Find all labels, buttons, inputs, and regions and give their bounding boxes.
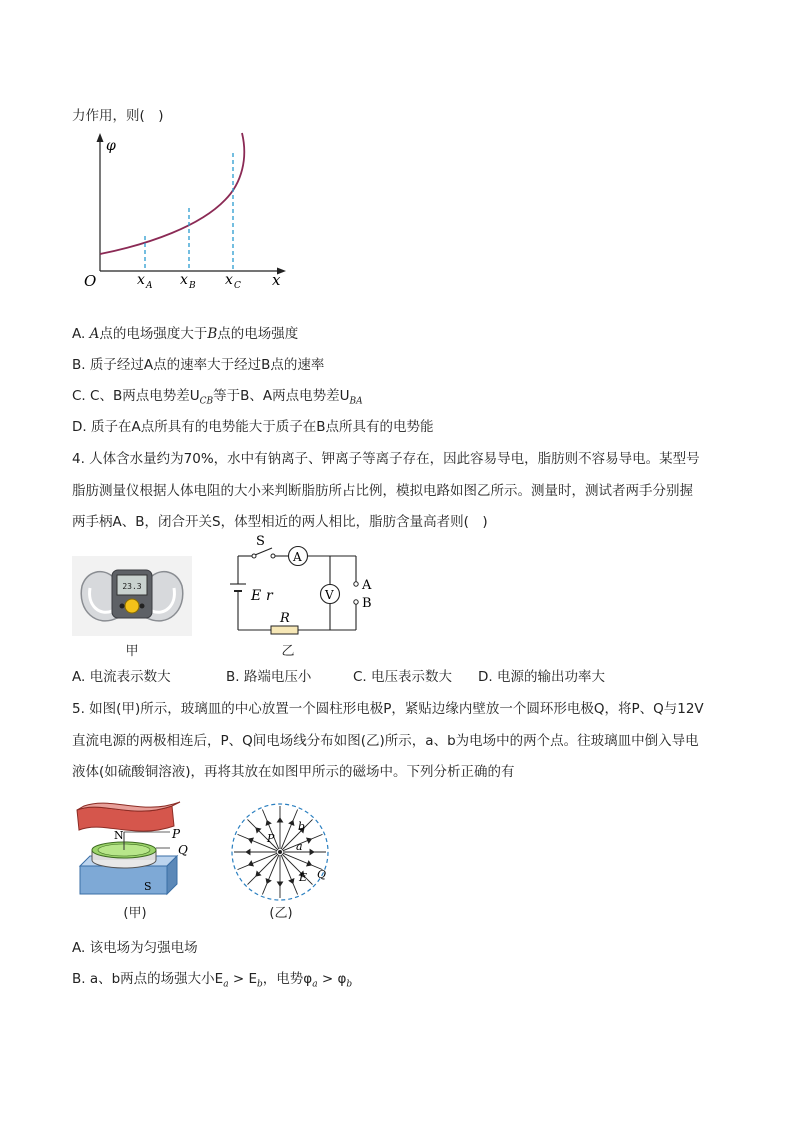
field-e-label: E	[299, 871, 308, 884]
field-line	[283, 834, 323, 850]
q5-stem-line1: 5. 如图(甲)所示，玻璃皿的中心放置一个圆柱形电极P，紧贴边缘内壁放一个圆环形电极Q，将P、Q与12V	[72, 701, 704, 717]
q5-option-a: A. 该电场为匀强电场	[72, 940, 198, 956]
field-arrowhead	[249, 861, 254, 866]
point-b-label: b	[298, 820, 306, 833]
resistor-label: R	[280, 611, 290, 626]
field-line	[281, 855, 297, 895]
q3-option-d: D. 质子在A点所具有的电势能大于质子在B点所具有的电势能	[72, 419, 434, 435]
point-a-label: a	[296, 840, 303, 853]
field-arrowhead	[277, 818, 282, 822]
field-arrowhead	[249, 838, 254, 843]
xc-label: x	[225, 272, 233, 288]
q3-stem-tail: 力作用，则( )	[72, 108, 164, 124]
body-fat-device-image	[72, 556, 192, 636]
xa-sub: A	[146, 281, 153, 291]
electrode-p-label: P	[172, 827, 181, 841]
q3-option-c: C. C、B两点电势差$U_{CB}$等于B、A两点电势差$U_{BA}$	[72, 388, 363, 407]
voltmeter-label: V	[325, 588, 334, 602]
radial-field-figure	[228, 800, 332, 904]
electrode-q-label: Q	[178, 843, 188, 857]
internal-resistance-label: r	[266, 588, 273, 604]
origin-label: O	[84, 272, 97, 290]
q4-stem-line2: 脂肪测量仪根据人体电阻的大小来判断脂肪所占比例，模拟电路如图乙所示。测量时，测试者两手分别握	[72, 483, 693, 499]
field-arrowhead	[246, 849, 250, 854]
fig-yi-caption-q4: 乙	[281, 644, 295, 659]
field-arrowhead	[310, 849, 314, 854]
q3-option-a: A. A点的电场强度大于B点的电场强度	[72, 326, 299, 342]
ammeter-label: A	[293, 550, 302, 564]
xb-sub: B	[189, 281, 196, 291]
field-arrowhead	[307, 861, 312, 866]
field-line	[238, 853, 278, 869]
q5-option-b: B. a、b两点的场强大小$E_a > E_b$，电势$\varphi_a > \varphi_b$	[72, 971, 353, 990]
field-q-label: Q	[317, 868, 327, 881]
field-arrowhead	[266, 821, 271, 826]
q4-option-a: A. 电流表示数大	[72, 669, 171, 685]
q5-stem-line2: 直流电源的两极相连后，P、Q间电场线分布如图(乙)所示，a、b为电场中的两个点。往玻璃皿中倒入导电	[72, 733, 699, 749]
device-display-text: 23.3	[122, 582, 142, 591]
field-line	[247, 854, 277, 884]
q4-stem-line3: 两手柄A、B，闭合开关S，体型相近的两人相比，脂肪含量高者则( )	[72, 514, 488, 530]
circuit-diagram	[228, 534, 388, 644]
q5-stem-line3: 液体(如硫酸铜溶液)，再将其放在如图甲所示的磁场中。下列分析正确的有	[72, 764, 515, 780]
field-arrowhead	[289, 821, 294, 826]
field-line	[282, 854, 312, 884]
emf-label: E	[251, 588, 262, 604]
field-arrowhead	[266, 879, 271, 884]
xb-label: x	[180, 272, 188, 288]
q3-option-b: B. 质子经过A点的速率大于经过B点的速率	[72, 357, 325, 373]
magnet-dish-figure	[72, 798, 202, 908]
potential-graph	[70, 128, 300, 293]
q4-stem-line1: 4. 人体含水量约为70%，水中有钠离子、钾离子等离子存在，因此容易导电，脂肪则不容易导电。某型号	[72, 451, 700, 467]
switch-label: S	[256, 534, 265, 549]
field-arrowhead	[307, 838, 312, 843]
phi-axis-label: φ	[106, 138, 116, 154]
fig-yi-caption-q5: (乙)	[269, 906, 293, 921]
terminal-a-label: A	[362, 578, 372, 593]
q4-option-b: B. 路端电压小	[226, 669, 312, 685]
xa-label: x	[137, 272, 145, 288]
magnet-n-label: N	[114, 829, 124, 842]
magnet-s-label: S	[144, 880, 152, 893]
fig-jia-caption-q4: 甲	[125, 644, 139, 659]
field-p-label: P	[267, 832, 275, 845]
q4-option-c: C. 电压表示数大	[353, 669, 453, 685]
q4-option-d: D. 电源的输出功率大	[478, 669, 605, 685]
terminal-b-label: B	[362, 596, 372, 611]
field-arrowhead	[277, 882, 282, 886]
fig-jia-caption-q5: (甲)	[123, 906, 147, 921]
x-axis-label: x	[272, 271, 281, 289]
field-arrowhead	[289, 879, 294, 884]
xc-sub: C	[234, 281, 241, 291]
field-line	[262, 855, 278, 895]
